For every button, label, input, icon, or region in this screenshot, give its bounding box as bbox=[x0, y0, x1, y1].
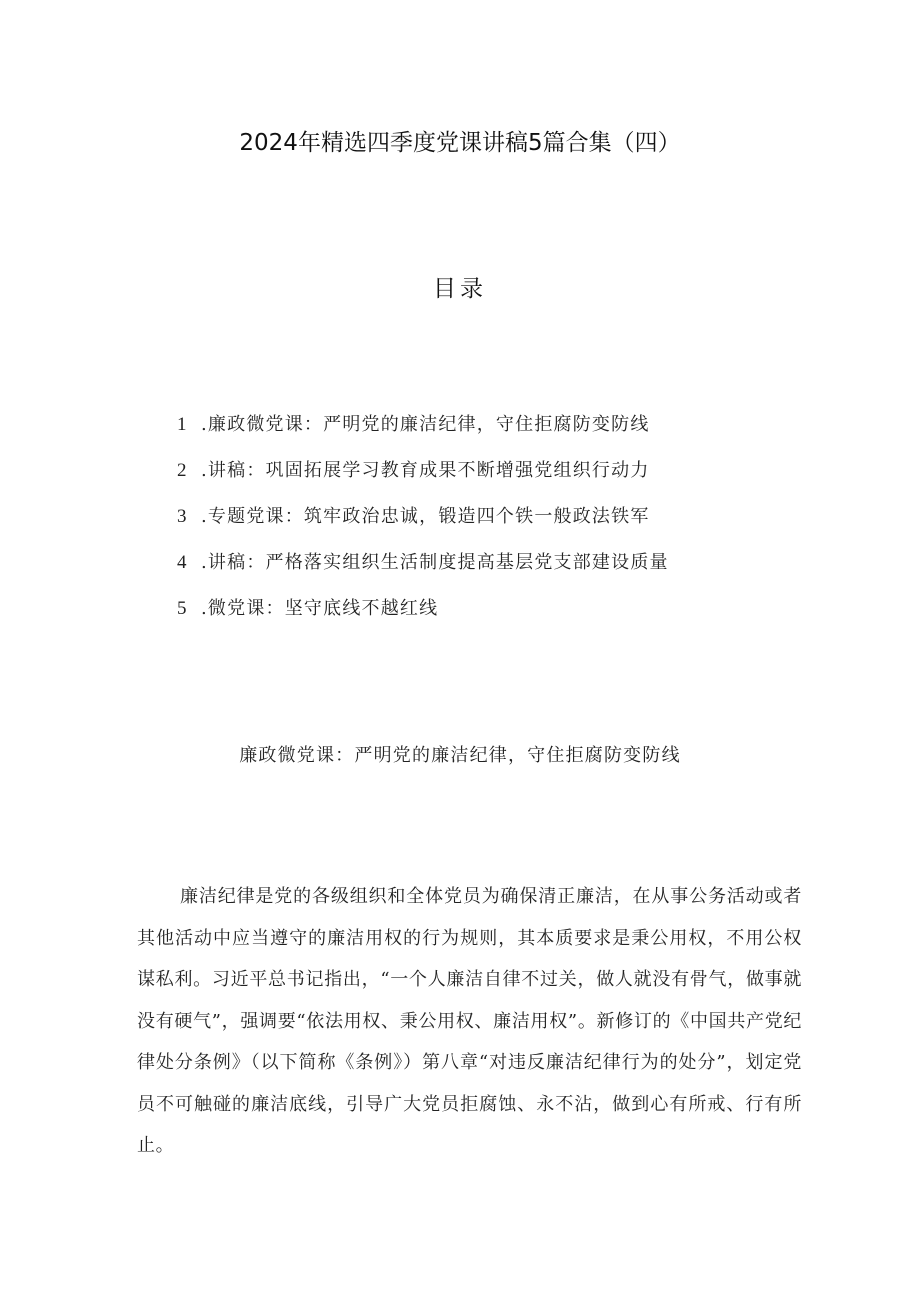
table-of-contents bbox=[177, 410, 817, 640]
toc-item-text: .廉政微党课：严明党的廉洁纪律，守住拒腐防变防线 bbox=[201, 414, 650, 435]
body-paragraph: 廉洁纪律是党的各级组织和全体党员为确保清正廉洁，在从事公务活动或者其他活动中应当遵守的廉洁用权的行为规则，其本质要求是秉公用权，不用公权谋私利。习近平总书记指出，“一个人廉洁自律不过关，做人就没有骨气，做事就没有硬气”，强调要“依法用权、秉公用权、廉洁用权”。新修订的《中国共产党纪律处分条例》（以下简称《条例》）第八章“对违反廉洁纪律行为的处分”，划定党员不可触碰的廉洁底线，引导广大党员拒腐蚀、永不沾，做到心有所戒、行有所止。 bbox=[137, 886, 802, 1156]
toc-item-text: .讲稿：巩固拓展学习教育成果不断增强党组织行动力 bbox=[201, 460, 650, 481]
toc-item-text: .微党课：坚守底线不越红线 bbox=[201, 598, 439, 619]
toc-item bbox=[177, 594, 817, 640]
toc-item bbox=[177, 548, 817, 594]
document-title: 2024年精选四季度党课讲稿5篇合集（四） bbox=[239, 130, 681, 156]
toc-item bbox=[177, 410, 817, 456]
toc-item-number: 4 bbox=[177, 552, 188, 573]
toc-item-number: 3 bbox=[177, 506, 188, 527]
toc-item-number: 2 bbox=[177, 460, 188, 481]
toc-heading: 目录 bbox=[433, 276, 487, 302]
toc-item-text: .讲稿：严格落实组织生活制度提高基层党支部建设质量 bbox=[201, 552, 669, 573]
toc-item-number: 5 bbox=[177, 598, 188, 619]
toc-item bbox=[177, 502, 817, 548]
toc-item-number: 1 bbox=[177, 414, 188, 435]
toc-item-text: .专题党课：筑牢政治忠诚，锻造四个铁一般政法铁军 bbox=[201, 506, 650, 527]
section-title: 廉政微党课：严明党的廉洁纪律，守住拒腐防变防线 bbox=[239, 745, 681, 766]
toc-item bbox=[177, 456, 817, 502]
